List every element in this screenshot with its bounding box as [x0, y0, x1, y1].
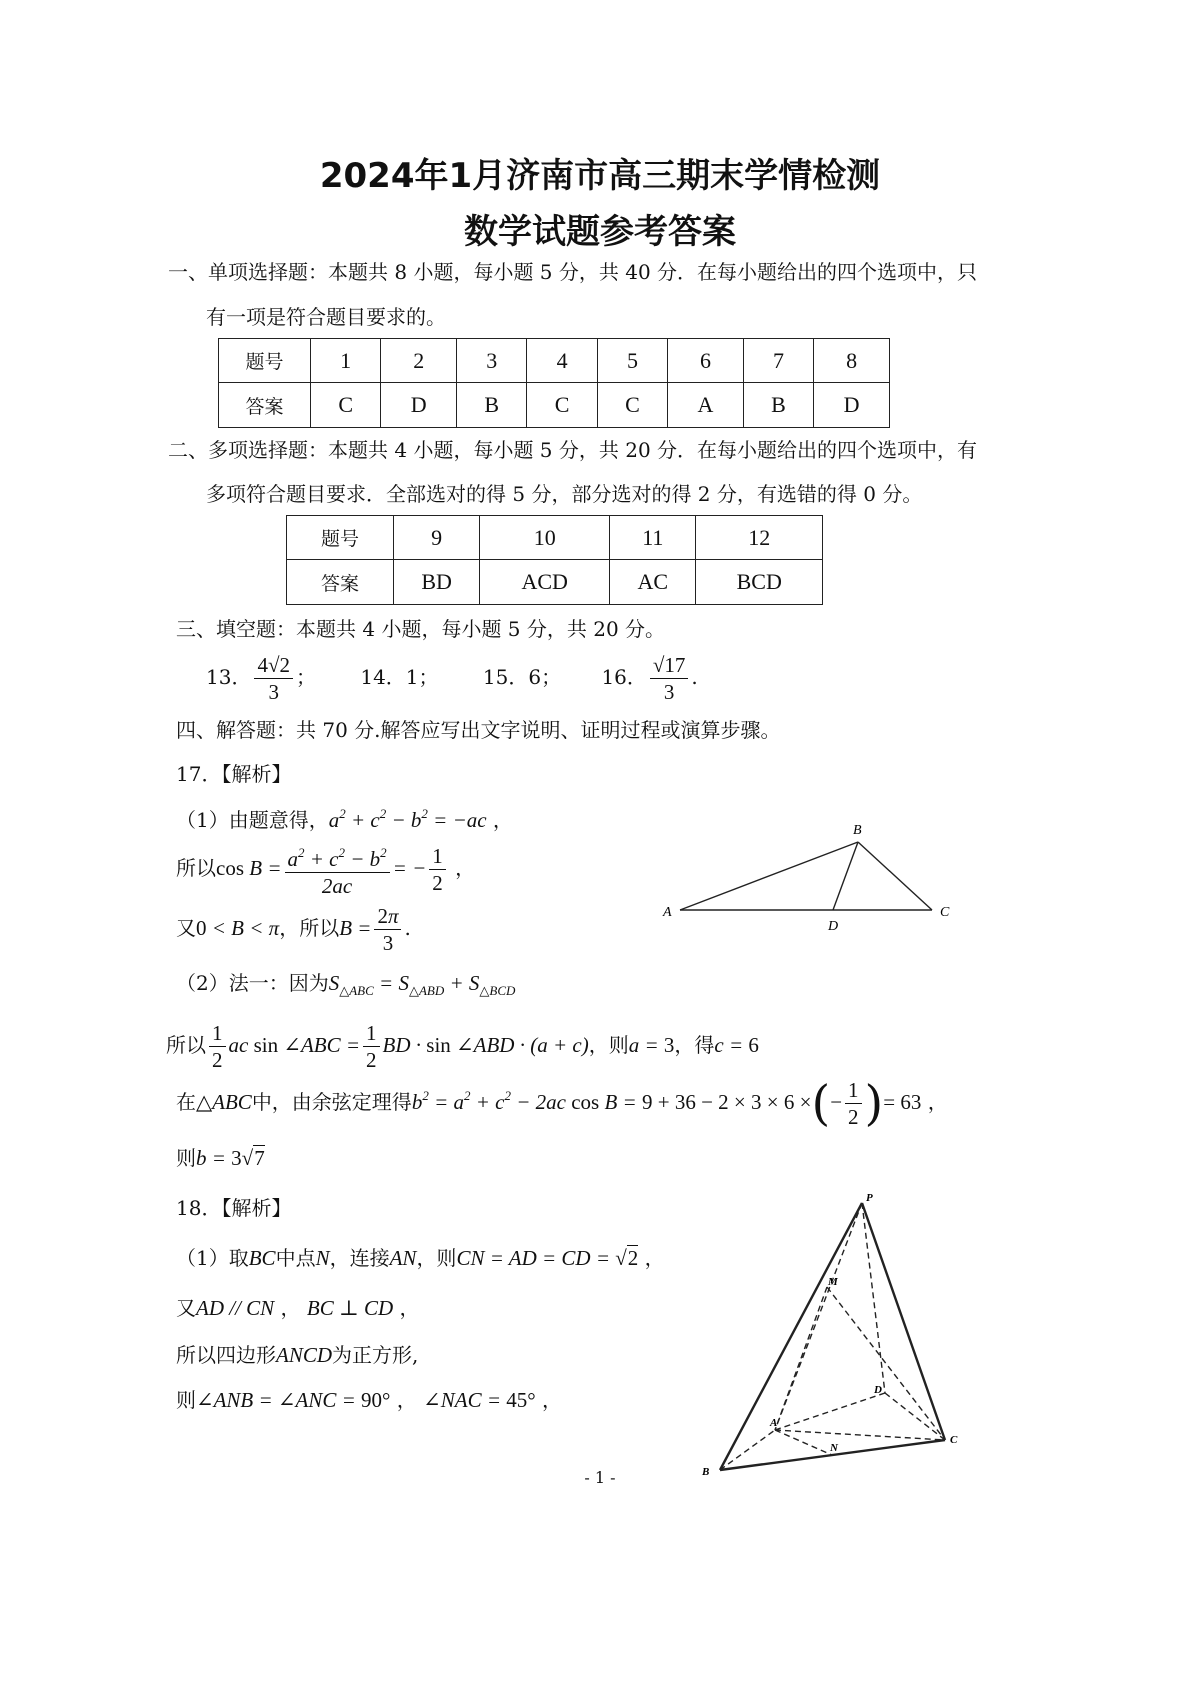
q18-line1-text: （1）取	[176, 1246, 249, 1270]
segment-bc	[858, 842, 932, 910]
q17-line6-text: 在	[176, 1090, 196, 1114]
q18-line3-suffix: 为正方形,	[332, 1343, 419, 1367]
edge-an	[775, 1430, 832, 1455]
q17-label: 17．【解析】	[176, 762, 292, 786]
segment-ab	[680, 842, 858, 910]
page-number: - 1 -	[584, 1468, 616, 1487]
label-b: B	[702, 1466, 710, 1478]
q13-label: 13．	[206, 665, 252, 689]
q16-fraction	[650, 652, 689, 705]
q17-line5: 所以 $\frac{1}{2}$ ac sin ∠ABC = $\frac{1}{2}$ BD · sin ∠ABD · (a + c)，则a = 3，得c = 6	[166, 1021, 759, 1072]
q18-line1-mid3: ，则	[416, 1246, 457, 1270]
q17-line5-text: 所以	[166, 1033, 206, 1057]
q17-line6: 在△ABC中，由余弦定理得$b^2 = a^2 + c^2 - 2ac$ cos B = 9 + 36 − 2 × 3 × 6 ×(− $\frac{1}{2}$ )= 63 ，	[176, 1075, 948, 1132]
question-number: 12	[696, 516, 823, 560]
label-a: A	[663, 905, 672, 920]
section4-heading: 四、解答题：共 70 分.解答应写出文字说明、证明过程或演算步骤。	[176, 718, 781, 742]
label-n: N	[830, 1442, 838, 1454]
segment-bd	[833, 842, 858, 910]
answer-cell: C	[311, 383, 381, 428]
answer-cell: B	[457, 383, 527, 428]
question-number: 11	[610, 516, 696, 560]
section1-heading-cont: 有一项是符合题目要求的。	[206, 305, 446, 329]
q16-numerator: √17	[650, 652, 689, 679]
q13-fraction	[254, 652, 293, 705]
label-m: M	[828, 1276, 838, 1288]
label-c: C	[940, 905, 950, 920]
q17-equation-1: $a^2 + c^2 - b^2 = -ac$	[328, 806, 487, 832]
q18-line1-mid2: ，连接	[329, 1246, 390, 1270]
edge-ad	[775, 1393, 885, 1430]
question-number: 2	[381, 339, 457, 383]
q17-line7: 则b = 3√7	[176, 1146, 265, 1170]
answer-cell: C	[597, 383, 667, 428]
q18-line4: 则∠ANB = ∠ANC = 90° ， ∠NAC = 45° ，	[176, 1388, 563, 1412]
q18-label: 18．【解析】	[176, 1196, 292, 1220]
q17-line2: 所以cos B = $\frac{a^2 + c^2 - b^2}{2ac}$ = − $\frac{1}{2}$ ，	[176, 840, 475, 899]
answer-cell: B	[743, 383, 813, 428]
q17-line3: 又0 < B < π，所以B = $\frac{2\pi}{3}$ .	[176, 904, 411, 955]
fill-blank-answers: 13． $\frac{4√2}{3}$ ； 14．1； 15．6； 16． $\frac{√17}{3}$ .	[206, 653, 698, 704]
segment-mc	[827, 1287, 945, 1440]
answer-cell: A	[668, 383, 744, 428]
answer-cell: D	[814, 383, 890, 428]
q16-label: 16．	[601, 665, 647, 689]
q17-line4-text: （2）法一：因为	[176, 971, 329, 995]
label-c: C	[950, 1434, 958, 1446]
row-label-answer: 答案	[219, 383, 311, 428]
q16-denominator: 3	[663, 680, 675, 704]
document-subtitle: 数学试题参考答案	[464, 212, 736, 252]
q17-line3-mid: ，所以	[279, 916, 340, 940]
label-a: A	[770, 1417, 778, 1429]
question-number: 7	[743, 339, 813, 383]
q17-line5-mid1: ，则	[588, 1033, 629, 1057]
answer-cell: ACD	[480, 560, 610, 605]
q18-line4-text: 则	[176, 1388, 196, 1412]
q17-line1: （1）由题意得，$a^2 + c^2 - b^2 = -ac$ ，	[176, 806, 513, 832]
q17-line6-mid: 中，由余弦定理得	[251, 1090, 412, 1114]
edge-pc	[862, 1203, 945, 1440]
answer-cell: C	[527, 383, 597, 428]
single-choice-answer-table	[218, 338, 890, 428]
q15-answer: 15．6；	[482, 665, 562, 689]
q13-denominator: 3	[268, 680, 279, 704]
document-title: 2024年1月济南市高三期末学情检测	[319, 156, 881, 196]
q18-line3: 所以四边形ANCD为正方形,	[176, 1343, 419, 1367]
q17-line1-text: （1）由题意得，	[176, 808, 329, 832]
edge-pb	[720, 1203, 862, 1470]
q18-line1-mid1: 中点	[275, 1246, 316, 1270]
question-number: 5	[597, 339, 667, 383]
q14-answer: 14．1；	[360, 665, 439, 689]
pyramid-figure	[690, 1185, 980, 1485]
q17-line3-text: 又	[176, 916, 196, 940]
q17-line7-text: 则	[176, 1146, 196, 1170]
answer-cell: BD	[394, 560, 480, 605]
row-label-number: 题号	[219, 339, 311, 383]
answer-cell: AC	[610, 560, 696, 605]
question-number: 4	[527, 339, 597, 383]
q18-line3-text: 所以四边形	[176, 1343, 276, 1367]
row-label-number: 题号	[287, 516, 394, 560]
q17-line5-mid2: ，得	[674, 1033, 715, 1057]
question-number: 6	[668, 339, 744, 383]
answer-cell: D	[381, 383, 457, 428]
answer-cell: BCD	[696, 560, 823, 605]
edge-pd	[862, 1203, 885, 1393]
question-number: 3	[457, 339, 527, 383]
row-label-answer: 答案	[287, 560, 394, 605]
question-number: 10	[480, 516, 610, 560]
q13-numerator: 4√2	[254, 652, 293, 679]
label-d: D	[874, 1384, 882, 1396]
section3-heading: 三、填空题：本题共 4 小题，每小题 5 分，共 20 分。	[176, 617, 666, 641]
question-number: 1	[311, 339, 381, 383]
label-d: D	[828, 919, 839, 934]
q18-line2: 又AD // CN ， BC ⊥ CD ，	[176, 1296, 420, 1320]
multi-choice-answer-table	[286, 515, 823, 605]
question-number: 8	[814, 339, 890, 383]
label-p: P	[866, 1192, 873, 1204]
section2-heading: 二、多项选择题：本题共 4 小题，每小题 5 分，共 20 分．在每小题给出的四个选项中，有	[168, 438, 978, 462]
edge-ac	[775, 1430, 945, 1440]
section1-heading: 一、单项选择题：本题共 8 小题，每小题 5 分，共 40 分．在每小题给出的四个选项中，只	[168, 260, 978, 284]
q17-line2-text: 所以	[176, 856, 216, 880]
section2-heading-cont: 多项符合题目要求．全部选对的得 5 分，部分选对的得 2 分，有选错的得 0 分。	[206, 482, 923, 506]
q17-line4: （2）法一：因为$S_{\triangle ABC} = S_{\triangle ABD} + S_{\triangle BCD}$	[176, 971, 516, 998]
q18-line1: （1）取BC中点N，连接AN，则CN = AD = CD = √2 ，	[176, 1246, 665, 1270]
label-b: B	[853, 823, 862, 838]
triangle-figure	[650, 810, 970, 940]
q18-line2-text: 又	[176, 1296, 196, 1320]
question-number: 9	[394, 516, 480, 560]
